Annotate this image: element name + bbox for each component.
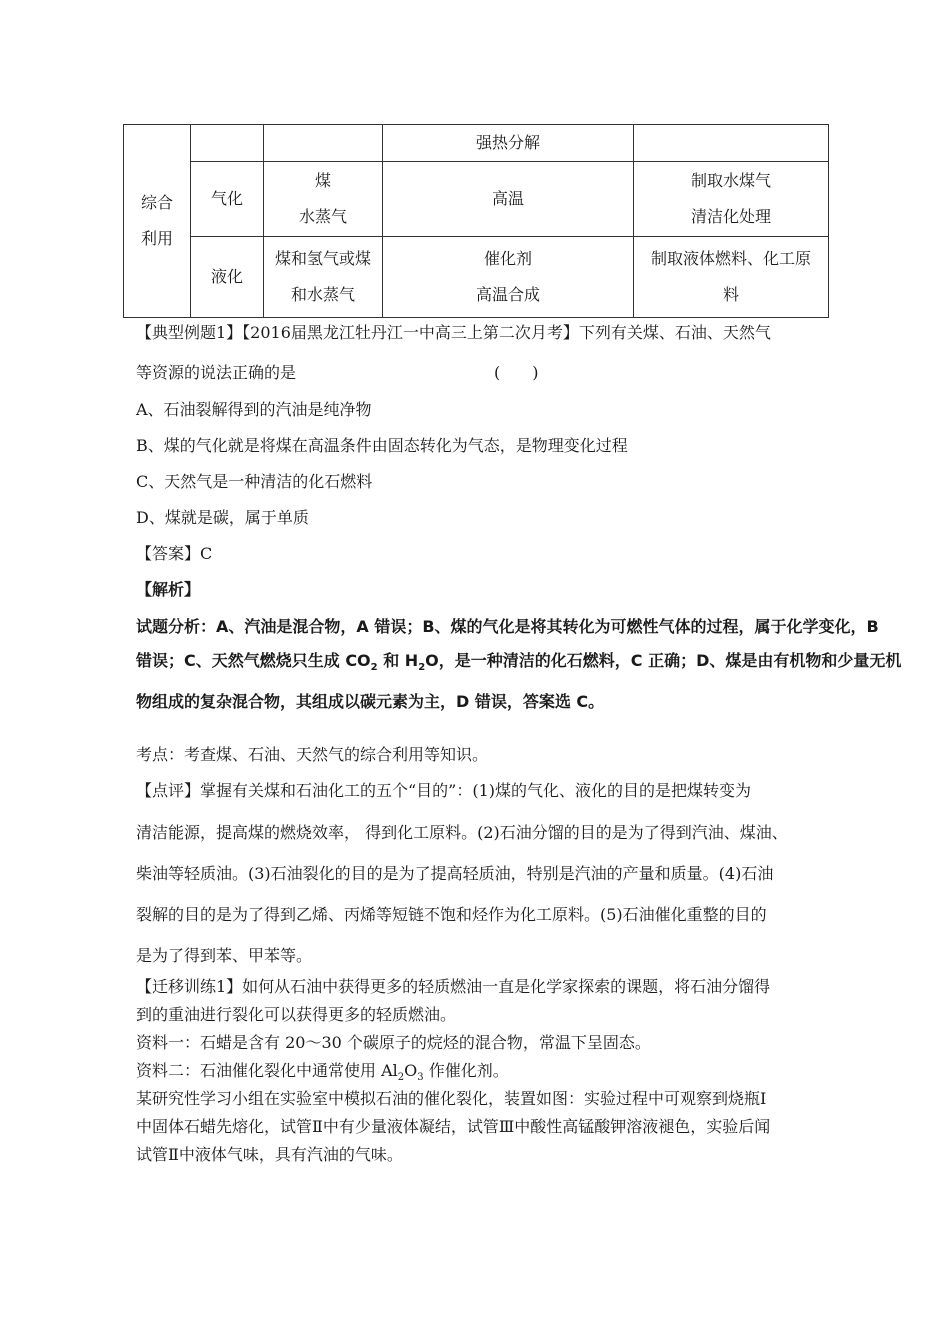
option-a: A、石油裂解得到的汽油是纯净物 xyxy=(136,400,372,419)
training-text: O xyxy=(404,1061,418,1080)
comment-line: 是为了得到苯、甲苯等。 xyxy=(136,946,313,965)
table-text: 制取液体燃料、化工原 xyxy=(650,249,811,268)
analysis-text: O，是一种清洁的化石燃料，C 正确；D、煤是由有机物和少量无机 xyxy=(425,651,902,670)
table-cell xyxy=(264,162,383,237)
table-text: 综合 xyxy=(140,193,173,212)
answer-line: 【答案】C xyxy=(136,544,213,563)
comment-line: 柴油等轻质油。(3)石油裂化的目的是为了提高轻质油，特别是汽油的产量和质量。(4)石油 xyxy=(136,864,774,883)
table-cell-category xyxy=(124,125,191,318)
example-heading-cont: 等资源的说法正确的是 xyxy=(136,363,297,382)
analysis-line: 试题分析：A、汽油是混合物，A 错误；B、煤的气化是将其转化为可燃性气体的过程，属于化学变化，B xyxy=(136,617,879,636)
table-text: 煤 xyxy=(314,171,331,190)
table-cell: 气化 xyxy=(191,162,264,237)
option-c: C、天然气是一种清洁的化石燃料 xyxy=(136,472,373,491)
table-text: 料 xyxy=(722,285,739,304)
comment-line: 裂解的目的是为了得到乙烯、丙烯等短链不饱和烃作为化工原料。(5)石油催化重整的目的 xyxy=(136,905,767,924)
subscript: 2 xyxy=(418,662,426,674)
table-text: 制取水煤气 xyxy=(690,171,771,190)
table-cell xyxy=(383,237,634,318)
analysis-body xyxy=(136,610,912,719)
table-cell xyxy=(264,237,383,318)
training-line: 试管Ⅱ中液体气味，具有汽油的气味。 xyxy=(136,1145,403,1164)
table-text: 和水蒸气 xyxy=(290,285,355,304)
subscript: 2 xyxy=(370,662,378,674)
training-line: 中固体石蜡先熔化，试管Ⅱ中有少量液体凝结，试管Ⅲ中酸性高锰酸钾溶液褪色，实验后闻 xyxy=(136,1117,771,1136)
example-heading: 【典型例题1】【2016届黑龙江牡丹江一中高三上第二次月考】下列有关煤、石油、天然气 xyxy=(136,323,771,342)
table-text: 高温合成 xyxy=(475,285,540,304)
training-line: 资料一：石蜡是含有 20～30 个碳原子的烷烃的混合物，常温下呈固态。 xyxy=(136,1033,651,1052)
analysis-line: 物组成的复杂混合物，其组成以碳元素为主，D 错误，答案选 C。 xyxy=(136,692,605,712)
table-cell: 液化 xyxy=(191,237,264,318)
option-b: B、煤的气化就是将煤在高温条件由固态转化为气态，是物理变化过程 xyxy=(136,436,628,455)
analysis-text: 错误；C、天然气燃烧只生成 CO xyxy=(136,651,371,670)
table-cell: 强热分解 xyxy=(383,125,634,162)
comment-line: 清洁能源，提高煤的燃烧效率， 得到化工原料。(2)石油分馏的目的是为了得到汽油、煤油、 xyxy=(136,823,788,842)
analysis-text: 和 H xyxy=(377,651,419,670)
kaodian-line: 考点：考查煤、石油、天然气的综合利用等知识。 xyxy=(136,745,489,764)
analysis-line xyxy=(136,644,912,685)
answer-parentheses: ( ) xyxy=(494,363,539,382)
table-cell xyxy=(191,125,264,162)
table-cell: 高温 xyxy=(383,162,634,237)
table-cell xyxy=(634,237,829,318)
option-d: D、煤就是碳，属于单质 xyxy=(136,508,309,527)
table-text: 水蒸气 xyxy=(298,207,347,226)
table-cell xyxy=(264,125,383,162)
table-cell xyxy=(634,125,829,162)
training-line: 某研究性学习小组在实验室中模拟石油的催化裂化，装置如图：实验过程中可观察到烧瓶Ⅰ xyxy=(136,1089,767,1108)
analysis-title: 【解析】 xyxy=(136,580,201,599)
table-text: 煤和氢气或煤 xyxy=(274,249,371,268)
training-text: 作催化剂。 xyxy=(423,1061,509,1080)
coal-utilization-table xyxy=(123,124,829,318)
training-line: 【迁移训练1】如何从石油中获得更多的轻质燃油一直是化学家探索的课题，将石油分馏得 xyxy=(136,977,771,996)
table-text: 清洁化处理 xyxy=(690,207,771,226)
subscript: 3 xyxy=(417,1072,424,1084)
table-cell xyxy=(634,162,829,237)
table-text: 利用 xyxy=(140,229,173,248)
comment-line: 【点评】掌握有关煤和石油化工的五个“目的”：(1)煤的气化、液化的目的是把煤转变为 xyxy=(136,781,752,800)
training-text: 资料二：石油催化裂化中通常使用 Al xyxy=(136,1061,398,1080)
training-line xyxy=(136,1058,509,1083)
table-text: 催化剂 xyxy=(483,249,532,268)
training-line: 到的重油进行裂化可以获得更多的轻质燃油。 xyxy=(136,1005,457,1024)
subscript: 2 xyxy=(397,1072,405,1084)
